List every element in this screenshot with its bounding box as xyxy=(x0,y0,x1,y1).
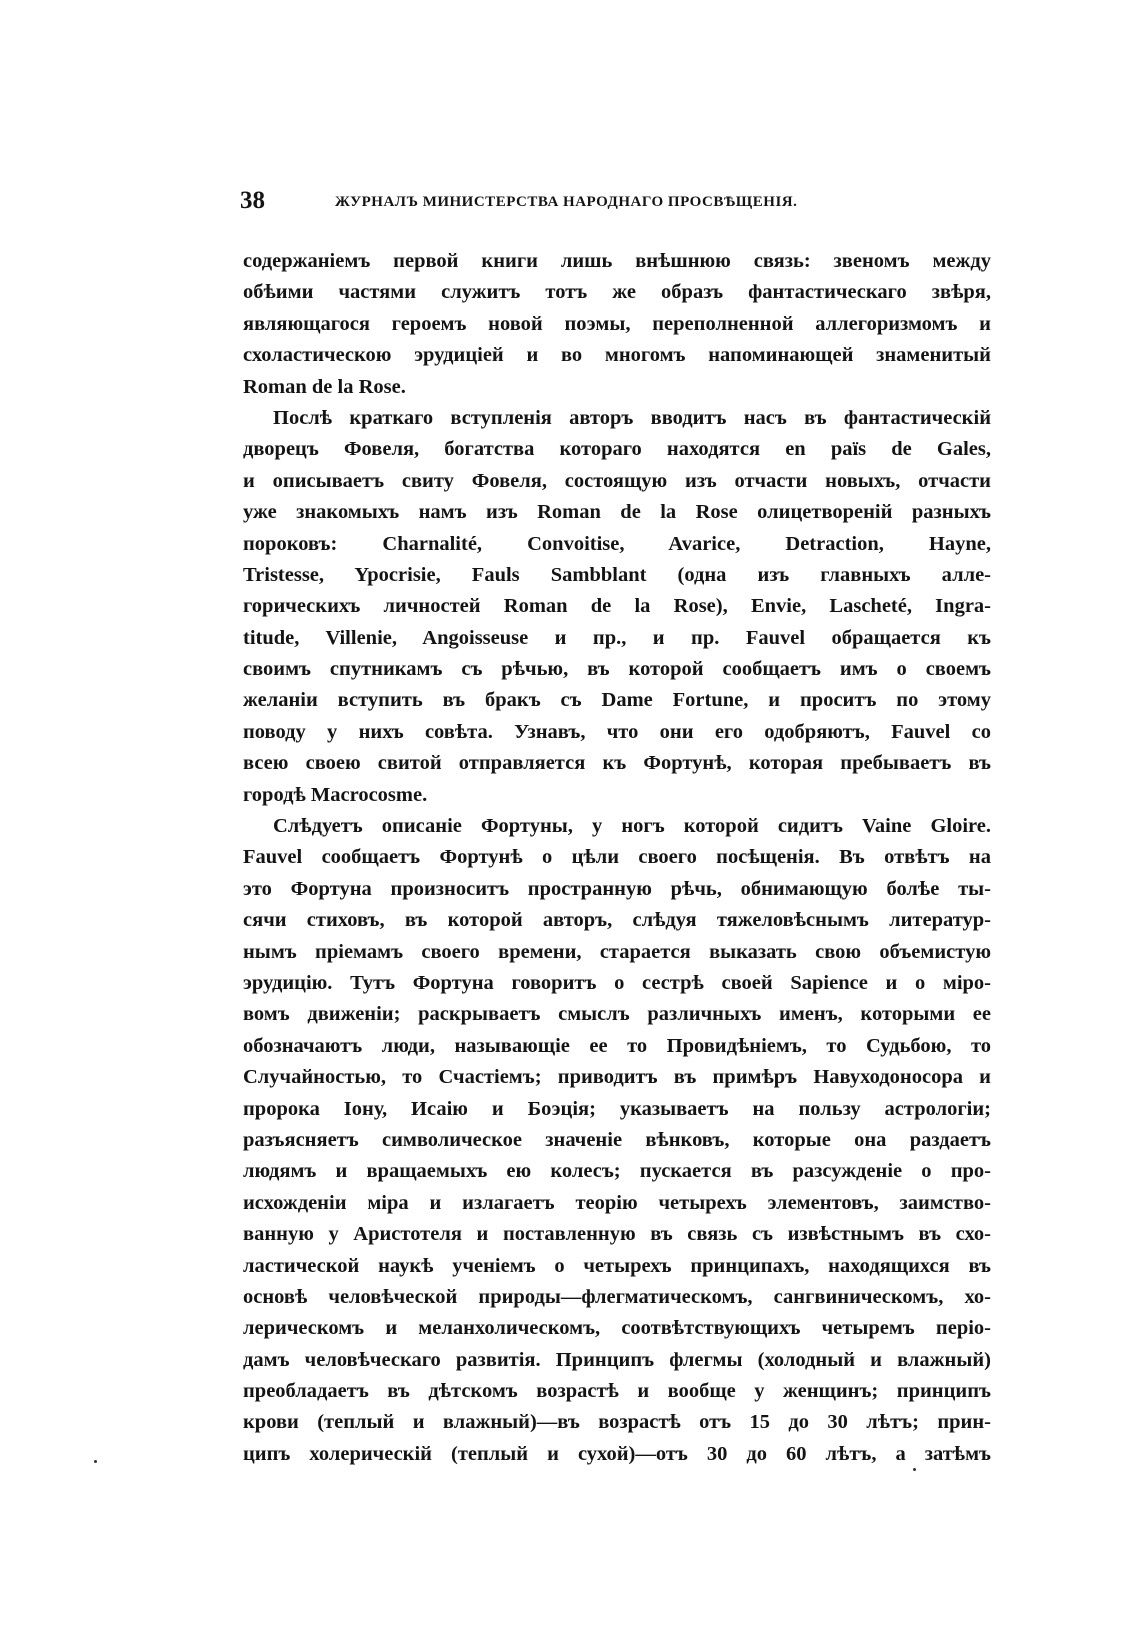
text-line: схоластическою эрудиціей и во многомъ напоминающей знаменитый xyxy=(243,344,991,367)
text-line: titude, Villenie, Angoisseuse и пр., и пр. Fauvel обращается къ xyxy=(243,626,991,649)
text-line: основѣ человѣческой природы—флегматическомъ, сангвиническомъ, хо- xyxy=(243,1285,991,1308)
text-line: ластической наукѣ ученіемъ о четырехъ принципахъ, находящихся въ xyxy=(243,1254,991,1277)
text-line: Tristesse, Ypocrisie, Fauls Sambblant (одна изъ главныхъ алле- xyxy=(243,563,991,586)
text-line: лерическомъ и меланхолическомъ, соотвѣтствующихъ четыремъ періо- xyxy=(243,1317,991,1340)
text-line: желаніи вступить въ бракъ съ Dame Fortune, и проситъ по этому xyxy=(243,689,991,712)
text-line: и описываетъ свиту Фовеля, состоящую изъ отчасти новыхъ, отчасти xyxy=(243,469,991,492)
text-line: дворецъ Фовеля, богатства котораго находятся en païs de Gales, xyxy=(243,438,991,461)
text-line: ципъ холерическій (теплый и сухой)—отъ 30 до 60 лѣтъ, а затѣмъ xyxy=(243,1442,991,1465)
text-line: содержаніемъ первой книги лишь внѣшнюю связь: звеномъ между xyxy=(243,250,991,272)
text-line: своимъ спутникамъ съ рѣчью, въ которой сообщаетъ имъ о своемъ xyxy=(243,658,991,681)
text-line: горическихъ личностей Roman de la Rose), Envie, Laschеté, Ingra- xyxy=(243,595,991,618)
text-line: людямъ и вращаемыхъ ею колесъ; пускается въ разсужденіе о про- xyxy=(243,1160,991,1183)
text-line: ванную у Аристотеля и поставленную въ связь съ извѣстнымъ въ схо- xyxy=(243,1223,991,1246)
text-line: Roman de la Rose. xyxy=(243,375,406,398)
text-line: обозначаютъ люди, называющіе ее то Провидѣніемъ, то Судьбою, то xyxy=(243,1034,991,1057)
text-line: дамъ человѣческаго развитія. Принципъ флегмы (холодный и влажный) xyxy=(243,1348,991,1371)
text-line: обѣими частями служитъ тотъ же образъ фантастическаго звѣря, xyxy=(243,281,991,304)
page-header xyxy=(240,186,990,216)
text-line: это Фортуна произноситъ пространную рѣчь, обнимающую болѣе ты- xyxy=(243,877,991,900)
text-line: являющагося героемъ новой поэмы, переполненной аллегоризмомъ и xyxy=(243,312,991,335)
scan-speck xyxy=(913,1468,916,1471)
scan-speck xyxy=(94,1460,97,1463)
text-line: пороковъ: Charnalité, Convoitise, Avarice, Detraction, Hayne, xyxy=(243,532,991,555)
body-text xyxy=(243,246,991,1566)
page-number: 38 xyxy=(240,187,265,214)
text-line: Случайностью, то Счастіемъ; приводитъ въ примѣръ Навуходоносора и xyxy=(243,1066,991,1089)
text-line: исхожденіи міра и излагаетъ теорію четырехъ элементовъ, заимство- xyxy=(243,1191,991,1214)
text-line: Fauvel сообщаетъ Фортунѣ о цѣли своего посѣщенія. Въ отвѣтъ на xyxy=(243,846,991,869)
text-line: пророка Іону, Исаію и Боэція; указываетъ на пользу астрологіи; xyxy=(243,1097,991,1120)
text-line: преобладаетъ въ дѣтскомъ возрастѣ и вообще у женщинъ; принципъ xyxy=(243,1380,991,1403)
text-line: уже знакомыхъ намъ изъ Roman de la Rose олицетвореній разныхъ xyxy=(243,501,991,524)
text-line: нымъ пріемамъ своего времени, старается выказать свою объемистую xyxy=(243,940,991,963)
text-line: эрудицію. Тутъ Фортуна говоритъ о сестрѣ своей Sapience и о міро- xyxy=(243,971,991,994)
text-line: разъясняетъ символическое значеніе вѣнковъ, которые она раздаетъ xyxy=(243,1128,991,1151)
text-line: вомъ движеніи; раскрываетъ смыслъ различныхъ именъ, которыми ее xyxy=(243,1003,991,1026)
text-line: крови (теплый и влажный)—въ возрастѣ отъ 15 до 30 лѣтъ; прин- xyxy=(243,1411,991,1434)
text-line: Слѣдуетъ описаніе Фортуны, у ногъ которой сидитъ Vaine Gloire. xyxy=(273,815,991,838)
text-line: Послѣ краткаго вступленія авторъ вводитъ насъ въ фантастическій xyxy=(273,406,991,429)
text-line: сячи стиховъ, въ которой авторъ, слѣдуя тяжеловѣснымъ литератур- xyxy=(243,909,991,932)
text-line: городѣ Macrocosme. xyxy=(243,783,428,806)
text-line: всею своею свитой отправляется къ Фортунѣ, которая пребываетъ въ xyxy=(243,752,991,775)
running-title: ЖУРНАЛЪ МИНИСТЕРСТВА НАРОДНАГО ПРОСВѢЩЕНІЯ. xyxy=(335,194,798,210)
text-line: поводу у нихъ совѣта. Узнавъ, что они его одобряютъ, Fauvel со xyxy=(243,720,991,743)
